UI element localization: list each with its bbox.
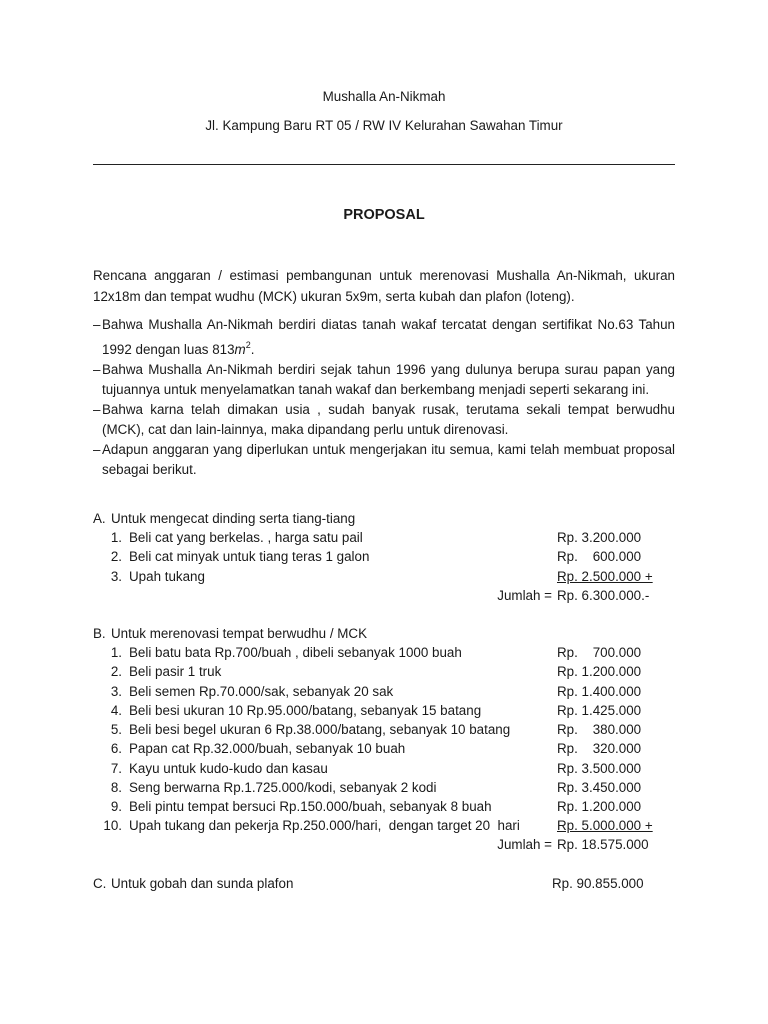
unit-symbol: m (234, 342, 246, 357)
item-amount: Rp. 1.200.000 (557, 664, 642, 679)
item-description: Beli semen Rp.70.000/sak, sebanyak 20 sak (129, 684, 394, 699)
item-number: 3. (110, 684, 122, 699)
item-number: 4. (110, 703, 122, 718)
section-a-total: Rp. 6.300.000.- (557, 588, 650, 603)
item-description: Beli cat yang berkelas. , harga satu pail (129, 530, 363, 545)
document-title: PROPOSAL (343, 207, 425, 223)
header-divider (93, 164, 675, 165)
section-a-letter: A. (93, 511, 106, 526)
item-description: Kayu untuk kudo-kudo dan kasau (129, 761, 328, 776)
item-description: Upah tukang dan pekerja Rp.250.000/hari, dengan target 20 hari (129, 818, 520, 833)
bullet-item (93, 360, 675, 400)
bullet-text: Bahwa Mushalla An-Nikmah berdiri sejak tahun 1996 yang dulunya berupa surau papan yang tujuannya untuk menyelamatkan tanah wakaf dan berkembang menjadi seperti sekarang ini. (102, 362, 675, 397)
organization-name: Mushalla An-Nikmah (322, 89, 446, 104)
item-description: Beli besi ukuran 10 Rp.95.000/batang, sebanyak 15 batang (129, 703, 482, 718)
dash-marker: – (93, 317, 101, 332)
bullet-text: Bahwa Mushalla An-Nikmah berdiri diatas tanah wakaf tercatat dengan sertifikat No.63 Tahun 1992 dengan luas 813 (102, 317, 675, 357)
bullet-item (93, 400, 675, 440)
bullet-text: Bahwa karna telah dimakan usia , sudah banyak rusak, terutama sekali tempat berwudhu (MCK), cat dan lain-lainnya, maka dipandang perlu untuk direnovasi. (102, 402, 675, 437)
item-amount: Rp. 380.000 (557, 722, 642, 737)
section-b-title: Untuk merenovasi tempat berwudhu / MCK (111, 626, 368, 641)
item-number: 6. (110, 741, 122, 756)
dash-marker: – (93, 362, 101, 377)
bullet-end: . (250, 342, 255, 357)
item-description: Beli pintu tempat bersuci Rp.150.000/buah, sebanyak 8 buah (129, 799, 492, 814)
item-number: 3. (110, 569, 122, 584)
bullet-list (93, 315, 675, 480)
item-number: 8. (110, 780, 122, 795)
bullet-text: Adapun anggaran yang diperlukan untuk mengerjakan itu semua, kami telah membuat proposal sebagai berikut. (102, 442, 675, 477)
section-c-title: Untuk gobah dan sunda plafon (111, 876, 294, 891)
dash-marker: – (93, 442, 101, 457)
item-amount: Rp. 3.200.000 (557, 530, 642, 545)
item-amount: Rp. 5.000.000 + (557, 818, 653, 833)
item-description: Upah tukang (129, 569, 205, 584)
item-amount: Rp. 320.000 (557, 741, 642, 756)
section-b-letter: B. (93, 626, 106, 641)
item-description: Beli cat minyak untuk tiang teras 1 galon (129, 549, 370, 564)
section-c-amount: Rp. 90.855.000 (552, 876, 644, 891)
item-description: Beli pasir 1 truk (129, 664, 222, 679)
bullet-item (93, 440, 675, 480)
item-number: 5. (110, 722, 122, 737)
item-number: 10. (103, 818, 122, 833)
item-description: Seng berwarna Rp.1.725.000/kodi, sebanyak 2 kodi (129, 780, 437, 795)
item-amount: Rp. 3.500.000 (557, 761, 642, 776)
section-a-title: Untuk mengecat dinding serta tiang-tiang (111, 511, 356, 526)
item-amount: Rp. 700.000 (557, 645, 642, 660)
item-amount: Rp. 1.425.000 (557, 703, 642, 718)
section-b-total-label: Jumlah = (497, 837, 552, 852)
item-number: 7. (110, 761, 122, 776)
section-a-total-label: Jumlah = (497, 588, 552, 603)
item-amount: Rp. 1.400.000 (557, 684, 642, 699)
item-number: 9. (110, 799, 122, 814)
item-amount: Rp. 2.500.000 + (557, 569, 653, 584)
dash-marker: – (93, 402, 101, 417)
unit-exponent: 2 (245, 340, 251, 350)
item-number: 1. (110, 530, 122, 545)
section-b-total: Rp. 18.575.000 (557, 837, 649, 852)
item-number: 2. (110, 664, 122, 679)
item-amount: Rp. 600.000 (557, 549, 642, 564)
item-amount: Rp. 3.450.000 (557, 780, 642, 795)
bullet-item (93, 315, 675, 360)
item-number: 1. (110, 645, 122, 660)
intro-paragraph: Rencana anggaran / estimasi pembangunan untuk merenovasi Mushalla An-Nikmah, ukuran 12x18m dan tempat wudhu (MCK) ukuran 5x9m, serta kubah dan plafon (loteng). (93, 268, 675, 304)
item-description: Beli besi begel ukuran 6 Rp.38.000/batang, sebanyak 10 batang (129, 722, 511, 737)
item-description: Papan cat Rp.32.000/buah, sebanyak 10 buah (129, 741, 406, 756)
item-number: 2. (110, 549, 122, 564)
section-c-letter: C. (93, 876, 107, 891)
organization-address: Jl. Kampung Baru RT 05 / RW IV Kelurahan Sawahan Timur (205, 118, 563, 133)
item-description: Beli batu bata Rp.700/buah , dibeli sebanyak 1000 buah (129, 645, 462, 660)
item-amount: Rp. 1.200.000 (557, 799, 642, 814)
